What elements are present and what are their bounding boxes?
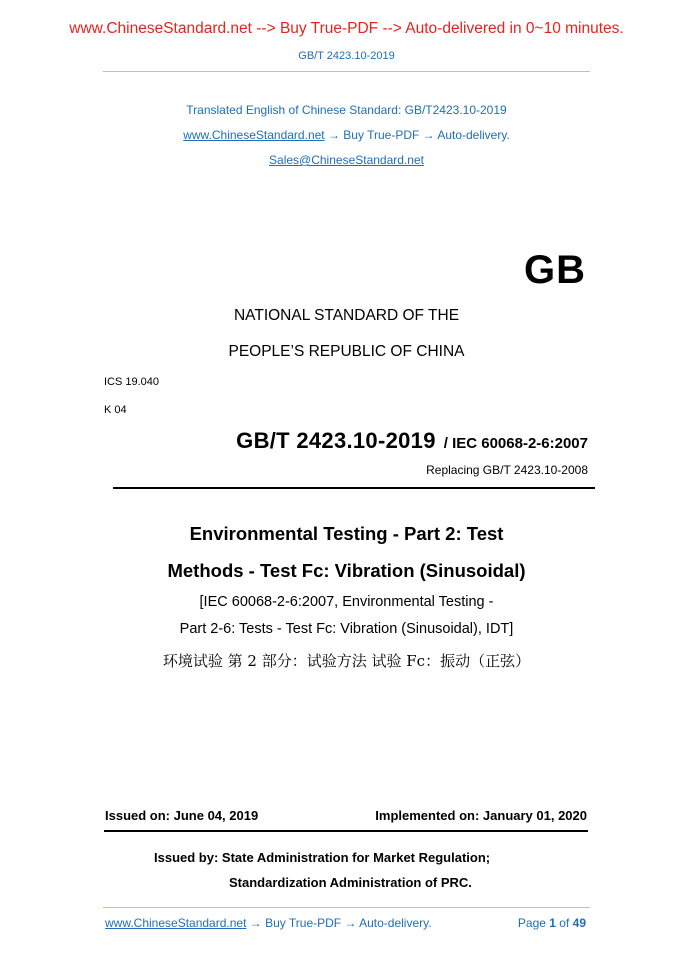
- english-title-line1: Environmental Testing - Part 2: Test: [189, 523, 504, 544]
- page-total: 49: [572, 916, 586, 930]
- site-link[interactable]: www.ChineseStandard.net: [183, 128, 325, 142]
- gb-logo: GB: [524, 248, 586, 292]
- iec-reference-line2: Part 2-6: Tests - Test Fc: Vibration (Sinusoidal), IDT]: [179, 621, 514, 637]
- title-divider: [113, 487, 595, 489]
- translation-buy-line: [0, 128, 693, 142]
- issued-by-line2: Standardization Administration of PRC.: [229, 875, 472, 890]
- implemented-on-date: Implemented on: January 01, 2020: [375, 808, 587, 823]
- footer-buy-text: → Buy True-PDF → Auto-delivery.: [246, 916, 432, 930]
- iec-number: / IEC 60068-2-6:2007: [443, 435, 588, 452]
- buy-text: → Buy True-PDF → Auto-delivery.: [324, 128, 510, 142]
- iec-reference-line1: [IEC 60068-2-6:2007, Environmental Testing -: [199, 594, 494, 610]
- translation-email-line: [0, 153, 693, 167]
- issued-on-date: Issued on: June 04, 2019: [105, 808, 259, 823]
- national-standard-line1: NATIONAL STANDARD OF THE: [233, 307, 460, 324]
- dates-divider: [104, 830, 588, 832]
- header-standard-code: GB/T 2423.10-2019: [298, 50, 395, 62]
- footer-buy-line: [105, 916, 432, 930]
- header-divider: [103, 71, 590, 72]
- standard-number: [236, 428, 588, 454]
- issued-by-line1: Issued by: State Administration for Market Regulation;: [154, 850, 491, 865]
- ics-code: ICS 19.040: [104, 376, 160, 388]
- national-standard-line2: PEOPLE’S REPUBLIC OF CHINA: [228, 343, 465, 360]
- of-label: of: [555, 916, 573, 930]
- chinese-title: 环境试验 第 2 部分：试验方法 试验 Fc：振动（正弦）: [162, 652, 531, 670]
- footer-divider: [103, 907, 590, 908]
- page-label: Page: [517, 916, 550, 930]
- replacing-standard: Replacing GB/T 2423.10-2008: [426, 463, 588, 477]
- page-number: 1: [549, 916, 556, 930]
- translation-notice: Translated English of Chinese Standard: GB/T2423.10-2019: [186, 103, 507, 117]
- footer-site-link[interactable]: www.ChineseStandard.net: [105, 916, 247, 930]
- page-indicator: [518, 916, 586, 930]
- promo-banner[interactable]: www.ChineseStandard.net --> Buy True-PDF --> Auto-delivered in 0~10 minutes.: [69, 20, 624, 37]
- k-code: K 04: [104, 404, 127, 416]
- sales-email-link[interactable]: Sales@ChineseStandard.net: [269, 153, 424, 167]
- gbt-number: GB/T 2423.10-2019: [236, 428, 436, 453]
- english-title-line2: Methods - Test Fc: Vibration (Sinusoidal): [167, 560, 526, 581]
